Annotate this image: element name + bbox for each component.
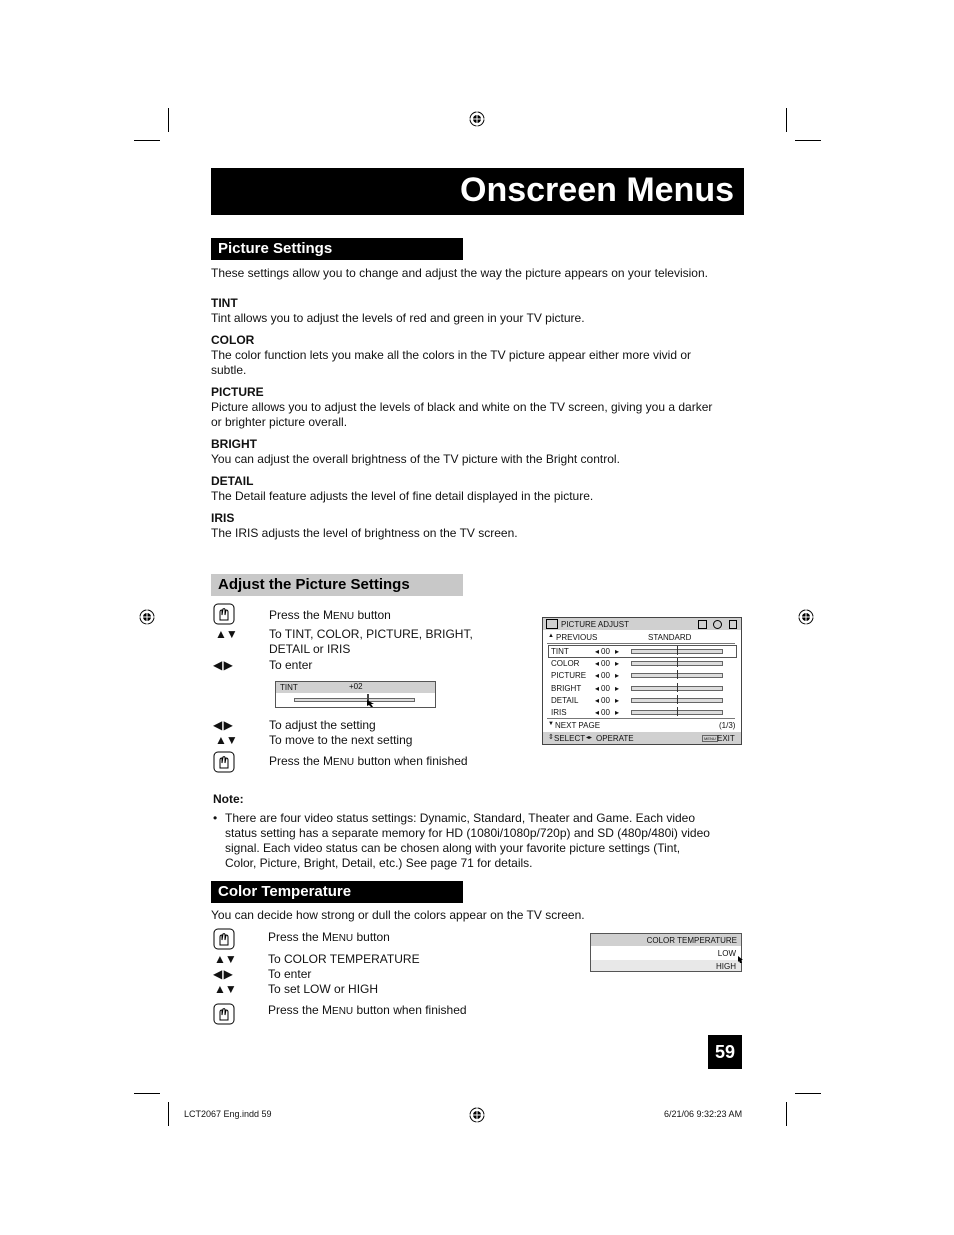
menu-button-hand-icon <box>213 603 235 625</box>
osd-row-detail: DETAIL ◂ 00 ▸ <box>543 694 741 706</box>
crop-mark <box>134 1093 160 1094</box>
picture-settings-intro: These settings allow you to change and adjust the way the picture appears on your television. <box>211 266 708 280</box>
crop-mark <box>795 140 821 141</box>
crop-mark <box>134 140 160 141</box>
osd-row-picture: PICTURE ◂ 00 ▸ <box>543 669 741 681</box>
crop-mark <box>168 1102 169 1126</box>
setting-label-color: COLOR <box>211 333 255 347</box>
down-triangle-icon: ▼ <box>548 721 554 727</box>
tint-slider-track <box>294 698 415 702</box>
left-right-arrow-icon: ◀ ▶ <box>213 658 232 672</box>
right-arrow-icon: ▸ <box>615 684 620 693</box>
osd-row-iris: IRIS ◂ 00 ▸ <box>543 706 741 718</box>
setting-label-detail: DETAIL <box>211 474 254 488</box>
note-text: signal. Each video status can be chosen along with your favorite picture settings (Tint, <box>225 841 681 855</box>
color-temp-step-select: To COLOR TEMPERATURE <box>268 952 420 966</box>
osd-next-page: NEXT PAGE <box>555 721 601 730</box>
color-temp-step-press-menu: Press the MENU button <box>268 930 390 944</box>
left-arrow-icon: ◂ <box>595 671 600 680</box>
tint-slider-label: TINT <box>280 683 298 692</box>
adjust-step-select: To TINT, COLOR, PICTURE, BRIGHT, <box>269 627 473 641</box>
setting-label-tint: TINT <box>211 296 238 310</box>
up-down-arrow-icon: ▲▼ <box>214 982 236 996</box>
registration-mark-icon <box>469 111 485 127</box>
left-arrow-icon: ◂ <box>595 647 600 656</box>
left-arrow-icon: ◂ <box>595 708 600 717</box>
tint-slider-value: +02 <box>349 682 363 691</box>
crop-mark <box>786 108 787 132</box>
up-down-arrow-icon: ▲▼ <box>214 952 236 966</box>
up-down-arrow-icon: ▲▼ <box>215 733 237 747</box>
osd-row-bright: BRIGHT ◂ 00 ▸ <box>543 682 741 694</box>
color-temp-option-high: HIGH <box>716 962 736 971</box>
right-arrow-icon: ▸ <box>615 671 620 680</box>
up-down-arrow-icon: ▲▼ <box>215 627 237 641</box>
section-heading-picture-settings: Picture Settings <box>211 238 463 260</box>
setting-desc-color: subtle. <box>211 363 247 377</box>
osd-page-indicator: (1/3) <box>719 721 736 730</box>
osd-operate: OPERATE <box>596 734 634 743</box>
left-arrow-icon: ◂ <box>595 684 600 693</box>
registration-mark-icon <box>469 1107 485 1123</box>
setting-label-picture: PICTURE <box>211 385 264 399</box>
tint-slider-box <box>275 681 436 708</box>
left-right-arrow-icon: ◀ ▶ <box>213 967 232 981</box>
adjust-step-adjust: To adjust the setting <box>269 718 376 732</box>
registration-mark-icon <box>139 609 155 625</box>
left-arrow-icon: ◂ <box>595 659 600 668</box>
right-arrow-icon: ▸ <box>615 659 620 668</box>
registration-mark-icon <box>798 609 814 625</box>
up-down-small-icon: ⇕ <box>548 734 554 741</box>
osd-row-tint: TINT ◂ 00 ▸ <box>543 645 741 657</box>
page-title-bar <box>211 168 744 215</box>
color-temp-step-finish: Press the MENU button when finished <box>268 1003 467 1017</box>
setting-desc-picture: Picture allows you to adjust the levels of black and white on the TV screen, giving you a darker <box>211 400 713 414</box>
note-label: Note: <box>213 792 244 806</box>
color-temp-intro: You can decide how strong or dull the colors appear on the TV screen. <box>211 908 585 922</box>
lock-menu-icon <box>729 620 737 629</box>
setting-desc-tint: Tint allows you to adjust the levels of red and green in your TV picture. <box>211 311 585 325</box>
color-temp-step-set: To set LOW or HIGH <box>268 982 379 996</box>
setting-desc-bright: You can adjust the overall brightness of the TV picture with the Bright control. <box>211 452 620 466</box>
page-title: Onscreen Menus <box>460 171 734 209</box>
crop-mark <box>168 108 169 132</box>
menu-button-hand-icon <box>213 928 235 950</box>
osd-title: PICTURE ADJUST <box>561 620 630 629</box>
osd-exit: EXIT <box>717 734 735 743</box>
right-arrow-icon: ▸ <box>615 647 620 656</box>
adjust-step-finish: Press the MENU button when finished <box>269 754 468 768</box>
color-temperature-osd <box>590 933 742 972</box>
menu-button-hand-icon <box>213 1003 235 1025</box>
picture-menu-icon <box>546 619 558 629</box>
right-arrow-icon: ▸ <box>615 696 620 705</box>
menu-button-hand-icon <box>213 751 235 773</box>
cursor-hand-icon <box>737 955 744 964</box>
left-right-small-icon: ◂▸ <box>586 735 593 741</box>
footer-timestamp: 6/21/06 9:32:23 AM <box>664 1109 743 1119</box>
color-temp-option-low: LOW <box>717 949 736 958</box>
note-text: Color, Picture, Bright, Detail, etc.) See page 71 for details. <box>225 856 533 870</box>
crop-mark <box>786 1102 787 1126</box>
setting-desc-detail: The Detail feature adjusts the level of fine detail displayed in the picture. <box>211 489 594 503</box>
note-bullet: • <box>213 811 218 825</box>
picture-adjust-osd <box>542 617 742 745</box>
osd-row-color: COLOR ◂ 00 ▸ <box>543 657 741 669</box>
footer-file: LCT2067 Eng.indd 59 <box>184 1109 272 1119</box>
crop-mark <box>795 1093 821 1094</box>
left-right-arrow-icon: ◀ ▶ <box>213 718 232 732</box>
color-temp-osd-title: COLOR TEMPERATURE <box>646 936 737 945</box>
sound-menu-icon <box>698 620 707 629</box>
adjust-step-select: DETAIL or IRIS <box>269 642 351 656</box>
setting-label-iris: IRIS <box>211 511 235 525</box>
adjust-step-next: To move to the next setting <box>269 733 413 747</box>
right-arrow-icon: ▸ <box>615 708 620 717</box>
cursor-hand-icon <box>366 699 375 708</box>
osd-previous: PREVIOUS <box>556 633 598 642</box>
page-number-box <box>708 1035 742 1069</box>
note-text: There are four video status settings: Dynamic, Standard, Theater and Game. Each video <box>225 811 696 825</box>
setting-desc-iris: The IRIS adjusts the level of brightness on the TV screen. <box>211 526 518 540</box>
menu-tag-icon: MENU <box>704 736 716 741</box>
left-arrow-icon: ◂ <box>595 696 600 705</box>
page-number: 59 <box>714 1042 736 1062</box>
setting-desc-color: The color function lets you make all the colors in the TV picture appear either more vivid or <box>211 348 692 362</box>
section-heading-color-temperature: Color Temperature <box>211 881 463 903</box>
adjust-step-enter: To enter <box>269 658 313 672</box>
note-text: status setting has a separate memory for HD (1080i/1080p/720p) and SD (480p/480i) video <box>225 826 710 840</box>
section-heading-adjust: Adjust the Picture Settings <box>211 574 463 596</box>
up-triangle-icon: ▲ <box>548 633 554 639</box>
color-temp-step-enter: To enter <box>268 967 312 981</box>
osd-mode: STANDARD <box>648 633 692 642</box>
setting-desc-picture: or brighter picture overall. <box>211 415 348 429</box>
osd-select: SELECT <box>554 734 586 743</box>
setting-label-bright: BRIGHT <box>211 437 257 451</box>
clock-menu-icon <box>713 620 722 629</box>
adjust-step-press-menu: Press the MENU button <box>269 608 391 622</box>
